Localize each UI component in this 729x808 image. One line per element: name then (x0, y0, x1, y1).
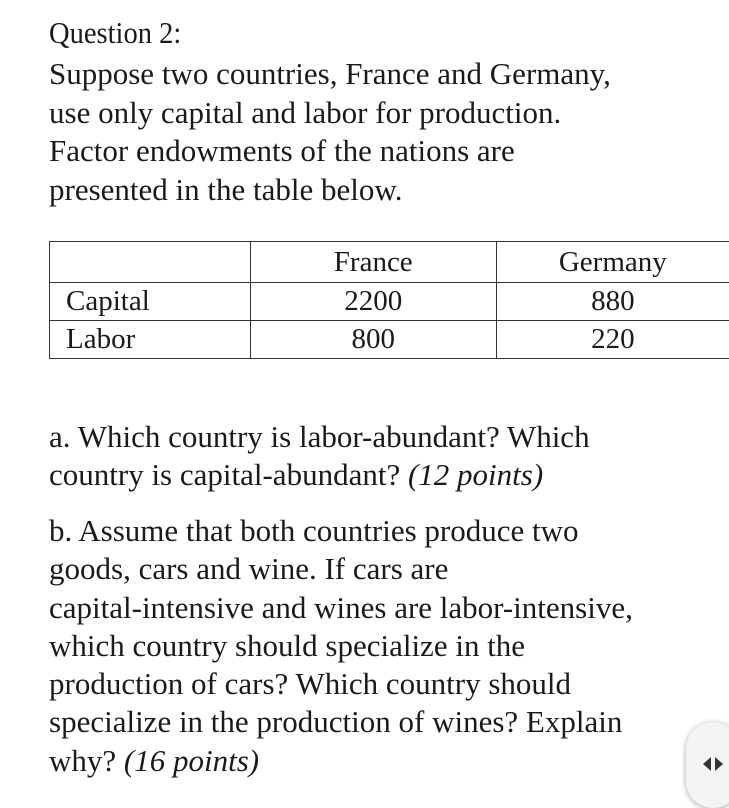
left-right-arrows-icon (702, 754, 724, 774)
table-cell: 800 (250, 321, 496, 359)
part-b-line: b. Assume that both countries produce two (49, 512, 689, 550)
table-row (50, 321, 729, 359)
part-b-line: goods, cars and wine. If cars are (49, 550, 689, 588)
table-header-cell (50, 242, 251, 283)
intro-line: Suppose two countries, France and Germany, (49, 55, 709, 94)
part-a-question (49, 418, 689, 495)
table-cell: 2200 (250, 283, 496, 321)
part-b-points: (16 points) (124, 743, 259, 778)
factor-endowments-table (49, 241, 729, 359)
table-row-label: Capital (50, 283, 251, 321)
part-a-line: a. Which country is labor-abundant? Which (49, 418, 689, 456)
question-intro (49, 55, 709, 209)
question-title: Question 2: (49, 14, 181, 52)
table-cell: 220 (496, 321, 729, 359)
part-b-line: specialize in the production of wines? Explain (49, 703, 689, 741)
table-row-label: Labor (50, 321, 251, 359)
table-header-cell: Germany (496, 242, 729, 283)
part-b-line (49, 742, 689, 780)
part-a-text: country is capital-abundant? (49, 457, 408, 492)
horizontal-scroll-button[interactable] (686, 722, 729, 808)
part-b-question (49, 512, 689, 780)
intro-line: use only capital and labor for production. (49, 94, 709, 133)
table-header-row (50, 242, 729, 283)
table-cell: 880 (496, 283, 729, 321)
table-header-cell: France (250, 242, 496, 283)
intro-line: Factor endowments of the nations are (49, 132, 709, 171)
part-b-line: production of cars? Which country should (49, 665, 689, 703)
part-b-text: why? (49, 743, 124, 778)
part-b-line: capital-intensive and wines are labor-intensive, (49, 589, 689, 627)
part-a-line (49, 456, 689, 494)
part-b-line: which country should specialize in the (49, 627, 689, 665)
part-a-points: (12 points) (408, 457, 543, 492)
table-row (50, 283, 729, 321)
intro-line: presented in the table below. (49, 171, 709, 210)
